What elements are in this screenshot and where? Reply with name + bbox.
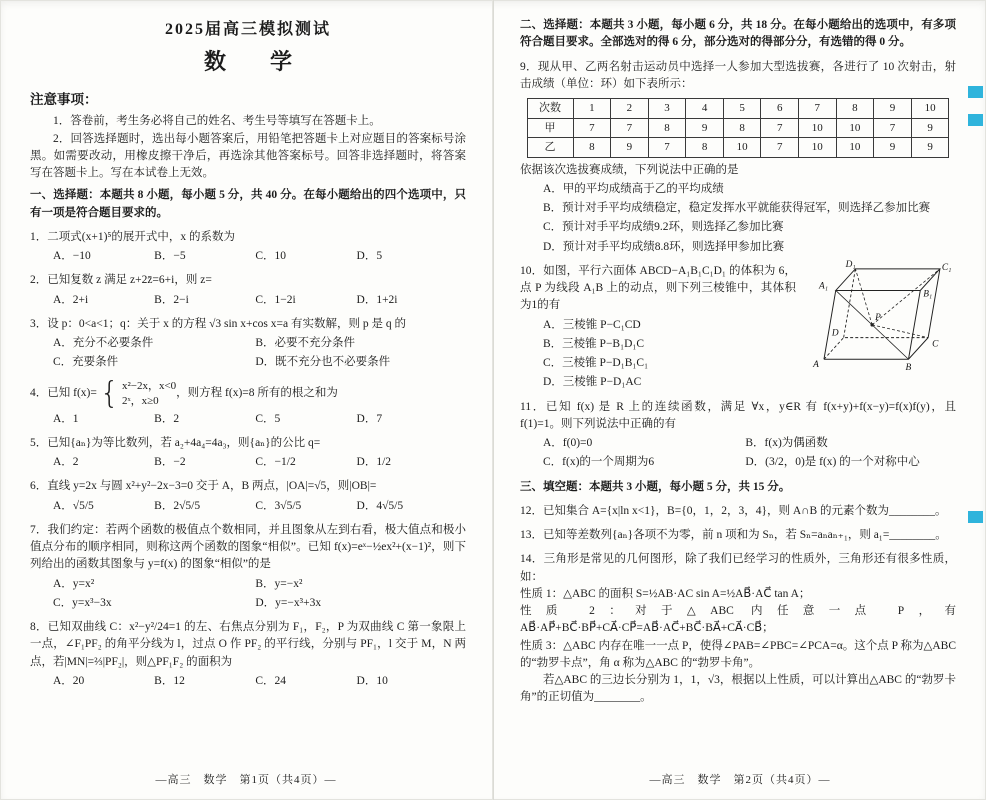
question-4-piece-1: x²−2x，x<0: [121, 380, 177, 393]
question-7-options-row-2: [30, 595, 466, 612]
table-cell: 8: [723, 118, 761, 138]
question-8-option-a: A．20: [53, 674, 85, 687]
scan-marker-icon: [968, 86, 983, 98]
shooting-score-table: [527, 98, 950, 158]
question-4-option-b: B．2: [154, 412, 180, 425]
vertex-d1-label: D₁: [845, 259, 856, 270]
question-9-option-d: D．预计对手平均成绩8.8环，则选择甲参加比赛: [543, 240, 785, 253]
table-header-cell: 7: [799, 99, 837, 119]
question-11: [520, 399, 956, 472]
question-7-option-c: C．y=x³−3x: [53, 596, 112, 609]
question-3-option-a: A．充分不必要条件: [53, 337, 154, 349]
question-12-text: 12．已知集合 A={x|ln x<1}，B={0，1，2，3，4}，则 A∩B 的元素个数为________。: [520, 504, 947, 517]
question-3-option-c: C．充要条件: [53, 356, 119, 369]
table-cell: 9: [911, 118, 949, 138]
question-7-text: 7．我们约定：若两个函数的极值点个数相同，并且图象从左到右看，极大值点和极小值点分布的顺序相同，则称这两个函数的图象“相似”。已知 f(x)=eˣ−½ex²+(x−1)²，则下列给出的函数其图象与 y=f(x) 的图象“相似”的是: [30, 523, 466, 571]
table-cell: 7: [874, 118, 912, 138]
solid-edges: [824, 269, 940, 359]
table-header-cell: 5: [723, 99, 761, 119]
question-9-option-b: B．预计对手平均成绩稳定，稳定发挥水平就能获得冠军，则选择乙参加比赛: [543, 202, 931, 214]
question-6-text: 6．直线 y=2x 与圆 x²+y²−2x−3=0 交于 A，B 两点，|OA|=√5，则|OB|=: [30, 480, 377, 493]
question-11-options-row-2: [520, 454, 956, 471]
table-header-cell: 9: [874, 99, 912, 119]
table-cell: 10: [799, 118, 837, 138]
question-8-options: [30, 673, 466, 690]
table-cell: 乙: [527, 138, 573, 158]
question-1-option-b: B．−5: [154, 250, 186, 262]
question-4-option-a: A．1: [53, 412, 79, 425]
question-5-options: [30, 454, 466, 471]
question-3: [30, 316, 466, 372]
question-14: [520, 551, 956, 706]
question-4-piece-2: 2ˣ，x≥0: [121, 394, 159, 407]
vertex-b1-label: B₁: [923, 289, 933, 300]
table-cell: 8: [573, 138, 611, 158]
point-p-dot: [870, 323, 873, 326]
question-8-text: 8．已知双曲线 C：x²−y²/24=1 的左、右焦点分别为 F₁，F₂，P 为双曲线 C 第一象限上一点，∠F₁PF₂ 的角平分线为 l，过点 O 作 PF₂ 的平行线，分别与 PF₁，l 交于 M，N 两点，若|MN|=⅔|PF₂|，则△PF₁F₂ 的面积为: [30, 621, 466, 668]
question-4-option-d: D．7: [356, 412, 383, 425]
question-7-option-b: B．y=−x²: [255, 577, 303, 590]
question-10-option-a: A．三棱锥 P−C₁CD: [543, 318, 641, 331]
question-12: [520, 503, 956, 520]
question-14-property-3: 性质 3：△ABC 内存在唯一一点 P，使得∠PAB=∠PBC=∠PCA=α。这个点 P 称为△ABC 的“勃罗卡点”，角 α 称为△ABC 的“勃罗卡角”。: [520, 639, 956, 669]
question-11-option-b: B．f(x)为偶函数: [745, 437, 828, 449]
question-6-option-a: A．√5/5: [53, 499, 94, 512]
question-7-option-d: D．y=−x³+3x: [255, 596, 322, 609]
page-1-footer: —高三 数学 第1页（共4页）—: [155, 773, 337, 786]
table-cell: 甲: [527, 118, 573, 138]
question-5-text: 5．已知{aₙ}为等比数列，若 a₂+4a₄=4a₃，则{aₙ}的公比 q=: [30, 436, 321, 449]
question-1-text: 1．二项式(x+1)⁵的展开式中，x 的系数为: [30, 230, 236, 243]
table-header-cell: 1: [573, 99, 611, 119]
vertex-c1-label: C₁: [941, 262, 952, 273]
question-1-option-c: C．10: [255, 250, 287, 262]
table-header-cell: 3: [648, 99, 686, 119]
question-14-property-1: 性质 1：△ABC 的面积 S=½AB·AC sin A=½AB⃗·AC⃗ tan A；: [520, 587, 811, 600]
table-header-cell: 6: [761, 99, 799, 119]
question-9-option-c: C．预计对手平均成绩9.2环，则选择乙参加比赛: [543, 221, 784, 234]
table-cell: 9: [686, 118, 724, 138]
subject-title: 数 学: [203, 49, 292, 74]
table-header-row: [527, 99, 949, 119]
question-2-option-c: C．1−2i: [255, 293, 296, 306]
question-3-text: 3．设 p：0<a<1；q：关于 x 的方程 √3 sin x+cos x=a 有实数解，则 p 是 q 的: [30, 317, 406, 330]
question-8-option-c: C．24: [255, 674, 287, 687]
table-header-cell: 次数: [527, 99, 573, 119]
question-1-option-d: D．5: [356, 250, 383, 262]
table-header-cell: 8: [836, 99, 874, 119]
table-cell: 8: [648, 118, 686, 138]
piecewise-cases: [122, 379, 176, 408]
table-cell: 9: [874, 138, 912, 158]
question-7-option-a: A．y=x²: [53, 577, 95, 590]
question-5-option-a: A．2: [53, 456, 79, 468]
question-14-intro: 14．三角形是常见的几何图形，除了我们已经学习的性质外，三角形还有很多性质，如：: [520, 553, 956, 583]
question-4-option-c: C．5: [255, 412, 281, 425]
question-10-option-d: D．三棱锥 P−D₁AC: [543, 376, 642, 389]
question-6-option-b: B．2√5/5: [154, 499, 201, 512]
question-4-options: [30, 411, 466, 428]
question-2-option-a: A．2+i: [53, 293, 89, 306]
question-9-lead: 依据该次选拔赛成绩，下列说法中正确的是: [520, 163, 739, 176]
question-5: [30, 435, 466, 472]
question-4-text-after: ，则方程 f(x)=8 所有的根之和为: [176, 386, 338, 399]
auxiliary-dashed-lines: [855, 269, 940, 338]
question-3-option-b: B．必要不充分条件: [255, 337, 356, 349]
table-cell: 9: [911, 138, 949, 158]
question-10-option-b: B．三棱锥 P−B₁D₁C: [543, 337, 645, 350]
question-11-options-row-1: [520, 435, 956, 452]
piecewise-brace: {: [99, 375, 119, 411]
question-5-option-c: C．−1/2: [255, 456, 296, 468]
question-11-text: 11．已知 f(x) 是 R 上的连续函数，满足 ∀x，y∈R 有 f(x+y)+f(x−y)=f(x)f(y)，且 f(1)=1。则下列说法中正确的有: [520, 400, 956, 430]
table-header-cell: 2: [611, 99, 649, 119]
table-row-yi: [527, 138, 949, 158]
question-11-option-a: A．f(0)=0: [543, 437, 593, 449]
question-3-option-d: D．既不充分也不必要条件: [255, 356, 391, 369]
page-2: [494, 0, 986, 800]
table-cell: 10: [723, 138, 761, 158]
vertex-a-label: A: [813, 359, 819, 370]
notice-item-2: 2．回答选择题时，选出每小题答案后，用铅笔把答题卡上对应题目的答案标号涂黑。如需要改动，用橡皮擦干净后，再选涂其他答案标号。回答非选择题时，将答案写在答题卡上。写在本试卷上无效。: [30, 132, 466, 179]
point-p-label: P: [875, 312, 881, 323]
question-2-text: 2．已知复数 z 满足 z+2z̄=6+i，则 z=: [30, 274, 212, 287]
table-header-cell: 10: [911, 99, 949, 119]
question-9-option-a: A．甲的平均成绩高于乙的平均成绩: [543, 182, 724, 195]
table-row-jia: [527, 118, 949, 138]
table-cell: 7: [648, 138, 686, 158]
question-13: [520, 527, 956, 544]
question-9: [520, 59, 956, 256]
question-11-option-d: D．(3/2，0)是 f(x) 的一个对称中心: [745, 456, 920, 469]
question-5-option-b: B．−2: [154, 456, 186, 468]
table-cell: 7: [761, 118, 799, 138]
page-2-footer: —高三 数学 第2页（共4页）—: [649, 773, 831, 786]
table-cell: 7: [761, 138, 799, 158]
table-cell: 9: [611, 138, 649, 158]
vertex-a1-label: A₁: [819, 281, 829, 292]
question-11-option-c: C．f(x)的一个周期为6: [543, 456, 655, 469]
question-2: [30, 272, 466, 309]
scan-marker-icon: [968, 511, 983, 523]
question-4: [30, 375, 466, 428]
question-14-final: 若△ABC 的三边长分别为 1，1，√3，根据以上性质，可以计算出△ABC 的“勃罗卡角”的正切值为________。: [520, 674, 956, 704]
table-header-cell: 4: [686, 99, 724, 119]
question-8: [30, 619, 466, 690]
question-2-option-b: B．2−i: [154, 293, 189, 306]
question-8-option-d: D．10: [356, 674, 388, 687]
question-1-option-a: A．−10: [53, 250, 91, 262]
question-6-option-d: D．4√5/5: [356, 499, 404, 512]
table-cell: 10: [799, 138, 837, 158]
table-cell: 10: [836, 138, 874, 158]
question-2-option-d: D．1+2i: [356, 293, 398, 306]
question-10: [520, 259, 956, 392]
question-6: [30, 478, 466, 515]
question-7: [30, 522, 466, 612]
question-2-options: [30, 292, 466, 309]
table-cell: 7: [573, 118, 611, 138]
question-3-options-row-1: [30, 335, 466, 352]
parallelepiped-figure: [802, 259, 956, 373]
table-cell: 7: [611, 118, 649, 138]
page-1: [0, 0, 492, 800]
vertex-b-label: B: [905, 362, 912, 373]
question-4-text-before: 4．已知 f(x)=: [30, 386, 97, 399]
vertex-c-label: C: [932, 339, 939, 350]
section-two-heading: 二、选择题：本题共 3 小题，每小题 6 分，共 18 分。在每小题给出的选项中，有多项符合题目要求。全部选对的得 6 分，部分选对的得部分分，有选错的得 0 分。: [520, 19, 956, 49]
question-9-text: 9．现从甲、乙两名射击运动员中选择一人参加大型选拔赛，各进行了 10 次射击，射击成绩（单位：环）如下表所示：: [520, 60, 956, 90]
notice-heading: 注意事项：: [30, 92, 98, 107]
question-10-text: 10．如图，平行六面体 ABCD−A₁B₁C₁D₁ 的体积为 6，点 P 为线段 A₁B 上的动点，则下列三棱锥中，其体积为1的有: [520, 264, 796, 312]
scan-marker-icon: [968, 114, 983, 126]
table-cell: 8: [686, 138, 724, 158]
question-6-options: [30, 498, 466, 515]
notice-item-1: 1．答卷前，考生务必将自己的姓名、考生号等填写在答题卡上。: [53, 115, 381, 128]
question-4-text: [30, 375, 466, 411]
question-1-options: [30, 248, 466, 265]
question-5-option-d: D．1/2: [356, 456, 392, 468]
table-cell: 10: [836, 118, 874, 138]
question-1: [30, 229, 466, 266]
question-8-option-b: B．12: [154, 674, 185, 687]
section-one-heading: 一、选择题：本题共 8 小题，每小题 5 分，共 40 分。在每小题给出的四个选项中，只有一项是符合题目要求的。: [30, 189, 466, 219]
question-13-text: 13．已知等差数列{aₙ}各项不为零，前 n 项和为 Sₙ，若 Sₙ=aₙaₙ₊₁，则 a₁=________。: [520, 529, 947, 541]
question-10-option-c: C．三棱锥 P−D₁B₁C₁: [543, 357, 649, 369]
section-three-heading: 三、填空题：本题共 3 小题，每小题 5 分，共 15 分。: [520, 480, 791, 493]
exam-title: 2025届高三模拟测试: [164, 21, 331, 38]
question-7-options-row-1: [30, 576, 466, 593]
vertex-d-label: D: [831, 328, 839, 339]
question-6-option-c: C．3√5/5: [255, 499, 302, 512]
question-14-property-2: 性质 2：对于△ABC 内任意一点 P，有 AB⃗·AP⃗+BC⃗·BP⃗+CA⃗·CP⃗=AB⃗·AC⃗+BC⃗·BA⃗+CA⃗·CB⃗；: [520, 605, 956, 635]
question-3-options-row-2: [30, 354, 466, 371]
